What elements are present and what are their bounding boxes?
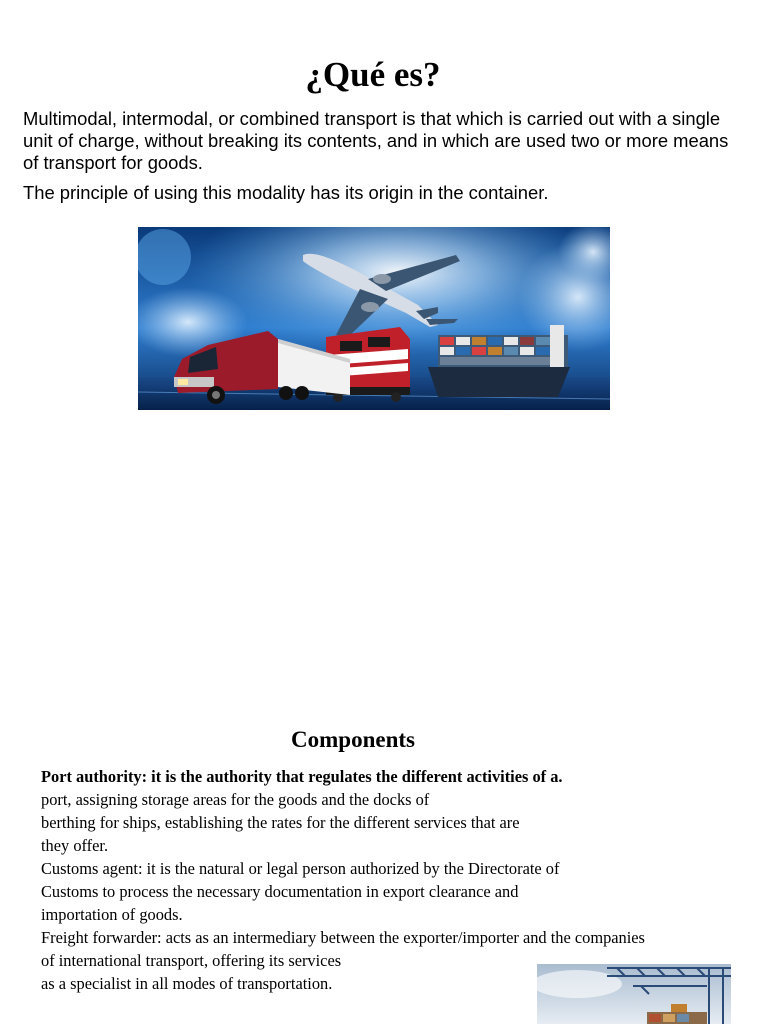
- multimodal-transport-image: [138, 227, 610, 410]
- components-text: [41, 765, 763, 995]
- container-ship-icon: [428, 325, 570, 397]
- components-line: as a specialist in all modes of transportation.: [41, 974, 333, 993]
- components-line: Port authority: it is the authority that regulates the different activities of a.: [41, 767, 563, 786]
- intro-text: [23, 108, 743, 204]
- components-line: they offer.: [41, 836, 109, 855]
- port-crane-illustration: [537, 964, 731, 1024]
- components-line: importation of goods.: [41, 905, 183, 924]
- intro-paragraph-2: The principle of using this modality has its origin in the container.: [23, 182, 549, 203]
- components-line: Customs agent: it is the natural or legal person authorized by the Directorate of: [41, 859, 560, 878]
- components-line: berthing for ships, establishing the rates for the different services that are: [41, 813, 520, 832]
- components-line: of international transport, offering its services: [41, 951, 342, 970]
- components-heading: Components: [291, 727, 415, 753]
- port-crane-image: [537, 964, 731, 1024]
- page-title: ¿Qué es?: [305, 55, 441, 95]
- intro-paragraph-1: Multimodal, intermodal, or combined transport is that which is carried out with a single unit of charge, without breaking its contents, and in which are used two or more means of transport for goods.: [23, 108, 729, 173]
- components-line: Freight forwarder: acts as an intermediary between the exporter/importer and the companies: [41, 928, 645, 947]
- multimodal-transport-illustration: [138, 227, 610, 410]
- components-line: port, assigning storage areas for the goods and the docks of: [41, 790, 430, 809]
- components-line: Customs to process the necessary documentation in export clearance and: [41, 882, 519, 901]
